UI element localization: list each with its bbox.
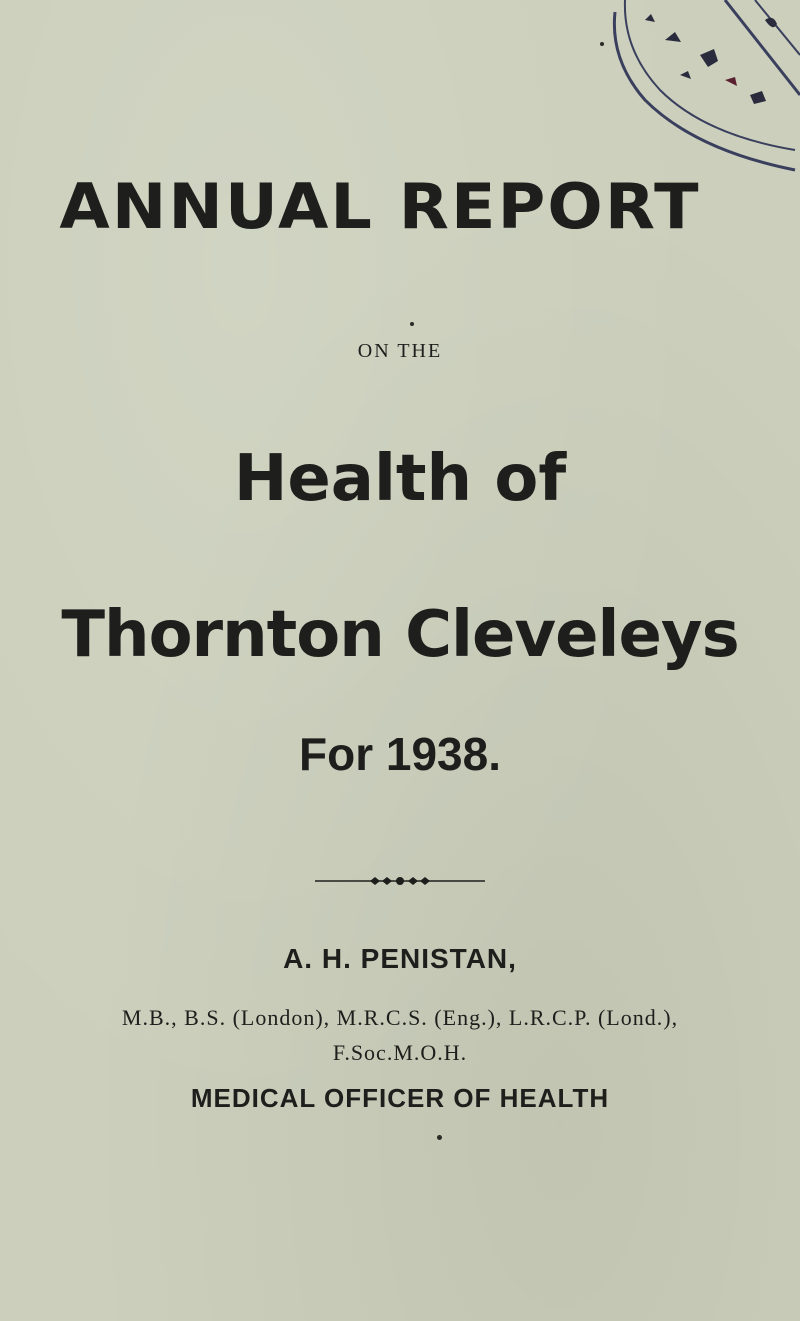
author-qualifications-line2: F.Soc.M.O.H. [332,1040,468,1065]
ornamental-divider [315,874,485,888]
author-qualifications: M.B., B.S. (London), M.R.C.S. (Eng.), L.R.C.P. (Lond.), [121,1005,679,1030]
report-subtitle: ON THE [357,340,443,362]
print-speck [600,42,604,46]
author-role: MEDICAL OFFICER OF HEALTH [190,1083,610,1113]
print-speck [437,1135,442,1140]
report-title: ANNUAL REPORT [59,170,701,243]
report-heading: Health of [233,442,567,516]
print-speck [410,322,414,326]
report-year: For 1938. [299,728,501,780]
place-name: Thornton Cleveleys [61,598,739,672]
author-name: A. H. PENISTAN, [283,943,517,974]
library-stamp-icon [605,0,800,175]
